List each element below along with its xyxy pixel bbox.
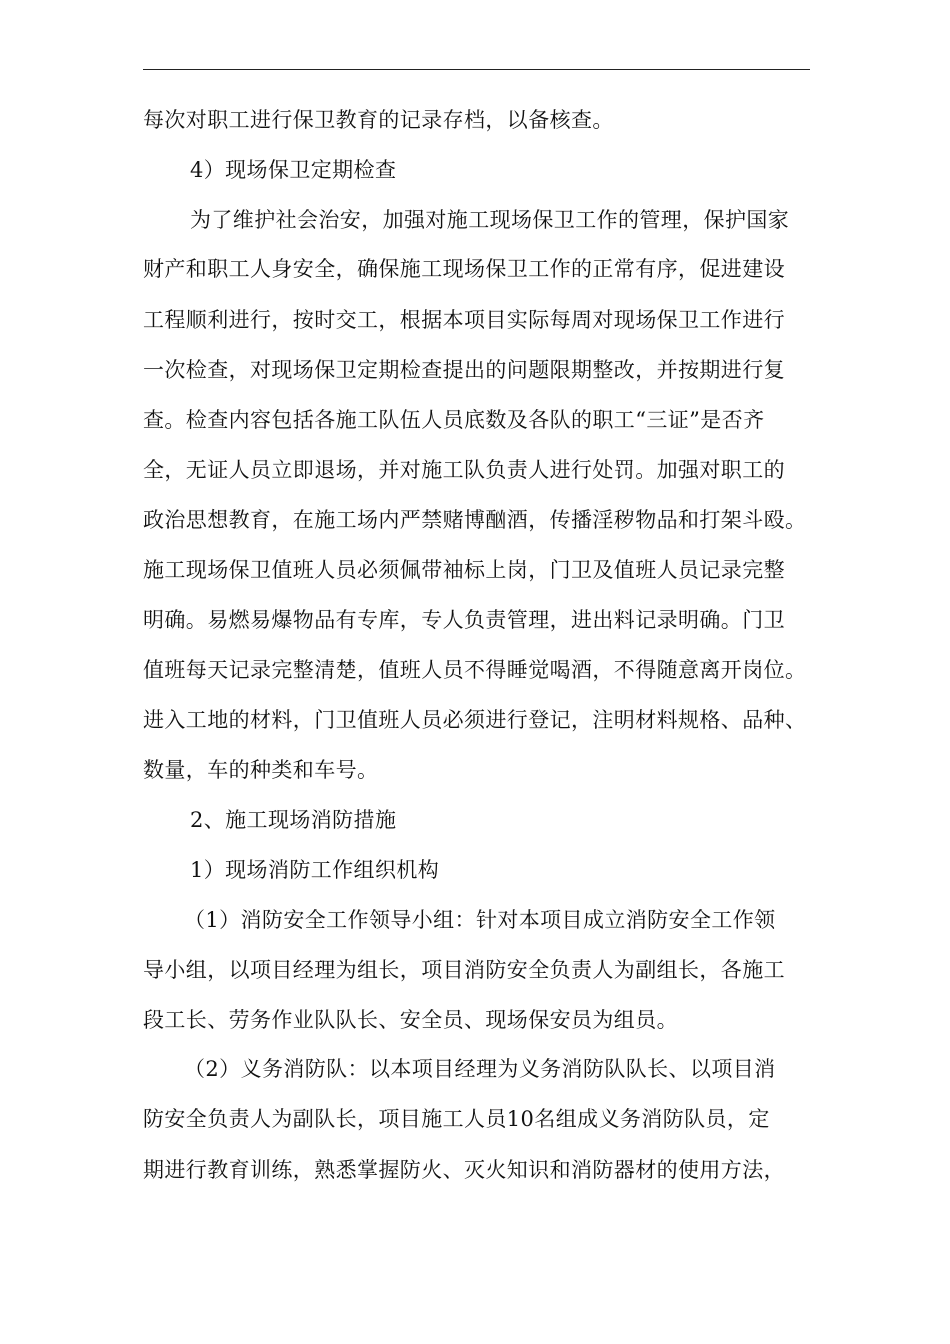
text-line: 查。检查内容包括各施工队伍人员底数及各队的职工“三证”是否齐: [143, 408, 765, 432]
text-line: 全，无证人员立即退场，并对施工队负责人进行处罚。加强对职工的: [143, 458, 785, 482]
text-line: 值班每天记录完整清楚，值班人员不得睡觉喝酒，不得随意离开岗位。: [143, 658, 807, 682]
text-line: 明确。易燃易爆物品有专库，专人负责管理，进出料记录明确。门卫: [143, 608, 785, 632]
text-line: 防安全负责人为副队长，项目施工人员10名组成义务消防队员，定: [143, 1107, 770, 1131]
text-line: 为了维护社会治安，加强对施工现场保卫工作的管理，保护国家: [190, 208, 790, 232]
text-line: 导小组，以项目经理为组长，项目消防安全负责人为副组长，各施工: [143, 958, 785, 982]
text-line: 段工长、劳务作业队队长、安全员、现场保安员为组员。: [143, 1008, 678, 1032]
text-line: 工程顺利进行，按时交工，根据本项目实际每周对现场保卫工作进行: [143, 308, 785, 332]
text-line: 施工现场保卫值班人员必须佩带袖标上岗，门卫及值班人员记录完整: [143, 558, 785, 582]
text-line: （2）义务消防队：以本项目经理为义务消防队队长、以项目消: [184, 1057, 776, 1081]
text-line: 每次对职工进行保卫教育的记录存档，以备核查。: [143, 108, 614, 132]
text-line: 财产和职工人身安全，确保施工现场保卫工作的正常有序，促进建设: [143, 257, 785, 281]
text-line: （1）消防安全工作领导小组：针对本项目成立消防安全工作领: [184, 908, 776, 932]
section-heading: 4）现场保卫定期检查: [190, 158, 397, 182]
section-heading: 1）现场消防工作组织机构: [190, 858, 440, 882]
text-line: 政治思想教育，在施工场内严禁赌博酗酒，传播淫秽物品和打架斗殴。: [143, 508, 807, 532]
text-line: 期进行教育训练，熟悉掌握防火、灭火知识和消防器材的使用方法，: [143, 1158, 785, 1182]
text-line: 进入工地的材料，门卫值班人员必须进行登记，注明材料规格、品种、: [143, 708, 807, 732]
text-line: 一次检查，对现场保卫定期检查提出的问题限期整改，并按期进行复: [143, 358, 785, 382]
text-line: 数量，车的种类和车号。: [143, 758, 379, 782]
section-heading: 2、施工现场消防措施: [190, 808, 397, 832]
header-rule: [143, 69, 810, 70]
